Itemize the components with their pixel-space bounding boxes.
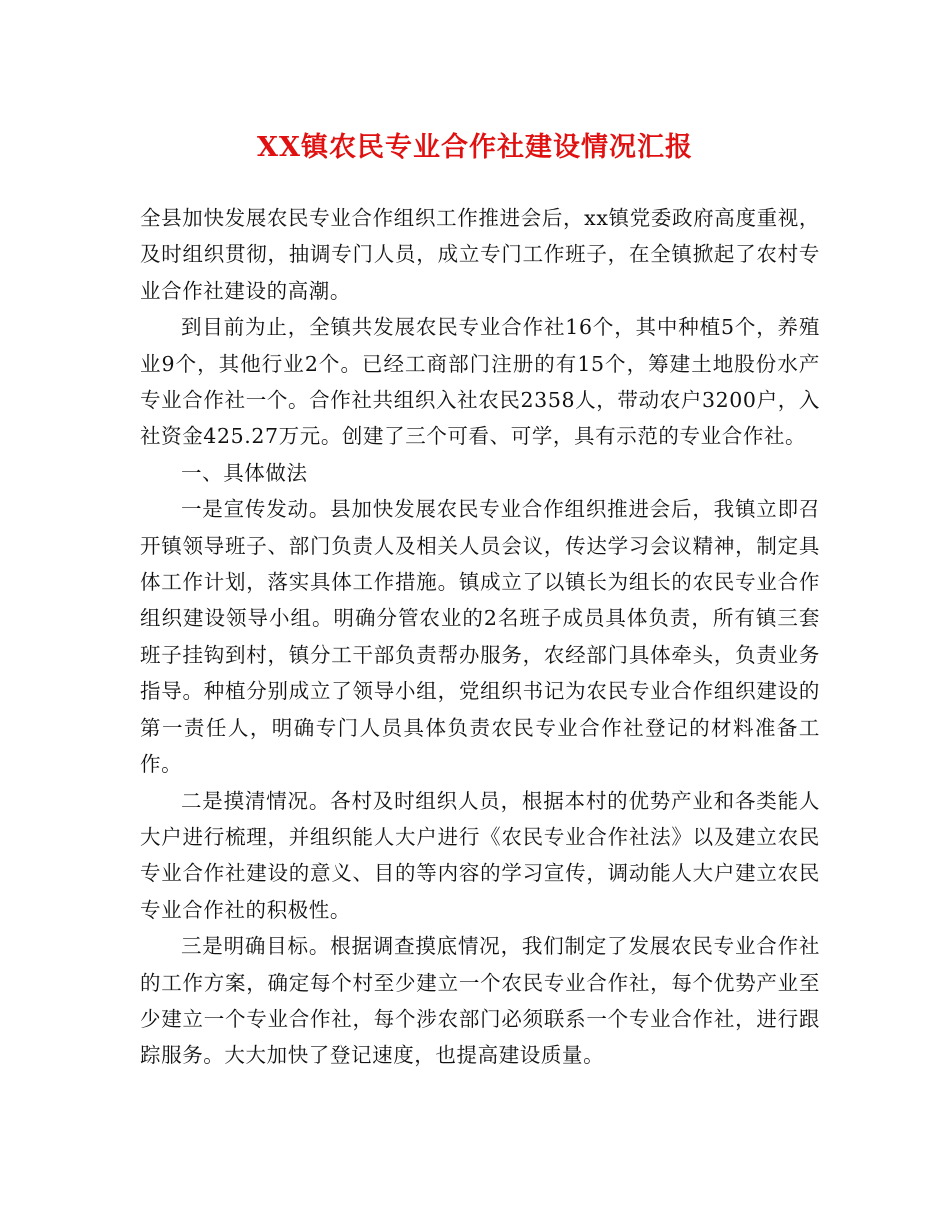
paragraph-overview: 到目前为止，全镇共发展农民专业合作社16个，其中种植5个，养殖业9个，其他行业2个。已经工商部门注册的有15个，筹建土地股份水产专业合作社一个。合作社共组织入社农民2358人，带动农户3200户，入社资金425.27万元。创建了三个可看、可学，具有示范的专业合作社。 <box>140 315 820 449</box>
document-title: XX镇农民专业合作社建设情况汇报 <box>257 132 693 163</box>
paragraph-publicity: 一是宣传发动。县加快发展农民专业合作组织推进会后，我镇立即召开镇领导班子、部门负责人及相关人员会议，传达学习会议精神，制定具体工作计划，落实具体工作措施。镇成立了以镇长为组长的农民专业合作组织建设领导小组。明确分管农业的2名班子成员具体负责，所有镇三套班子挂钩到村，镇分工干部负责帮办服务，农经部门具体牵头，负责业务指导。种植分别成立了领导小组，党组织书记为农民专业合作组织建设的第一责任人，明确专门人员具体负责农民专业合作社登记的材料准备工作。 <box>140 497 820 777</box>
paragraph-goals: 三是明确目标。根据调查摸底情况，我们制定了发展农民专业合作社的工作方案，确定每个村至少建立一个农民专业合作社，每个优势产业至少建立一个专业合作社，每个涉农部门必须联系一个专业合作社，进行跟踪服务。大大加快了登记速度，也提高建设质量。 <box>140 934 820 1068</box>
document-body <box>140 200 820 1074</box>
paragraph-intro: 全县加快发展农民专业合作组织工作推进会后，xx镇党委政府高度重视，及时组织贯彻，抽调专门人员，成立专门工作班子，在全镇掀起了农村专业合作社建设的高潮。 <box>140 206 820 303</box>
section-heading-practices: 一、具体做法 <box>181 460 308 485</box>
paragraph-survey: 二是摸清情况。各村及时组织人员，根据本村的优势产业和各类能人大户进行梳理，并组织能人大户进行《农民专业合作社法》以及建立农民专业合作社建设的意义、目的等内容的学习宣传，调动能人大户建立农民专业合作社的积极性。 <box>140 788 820 922</box>
